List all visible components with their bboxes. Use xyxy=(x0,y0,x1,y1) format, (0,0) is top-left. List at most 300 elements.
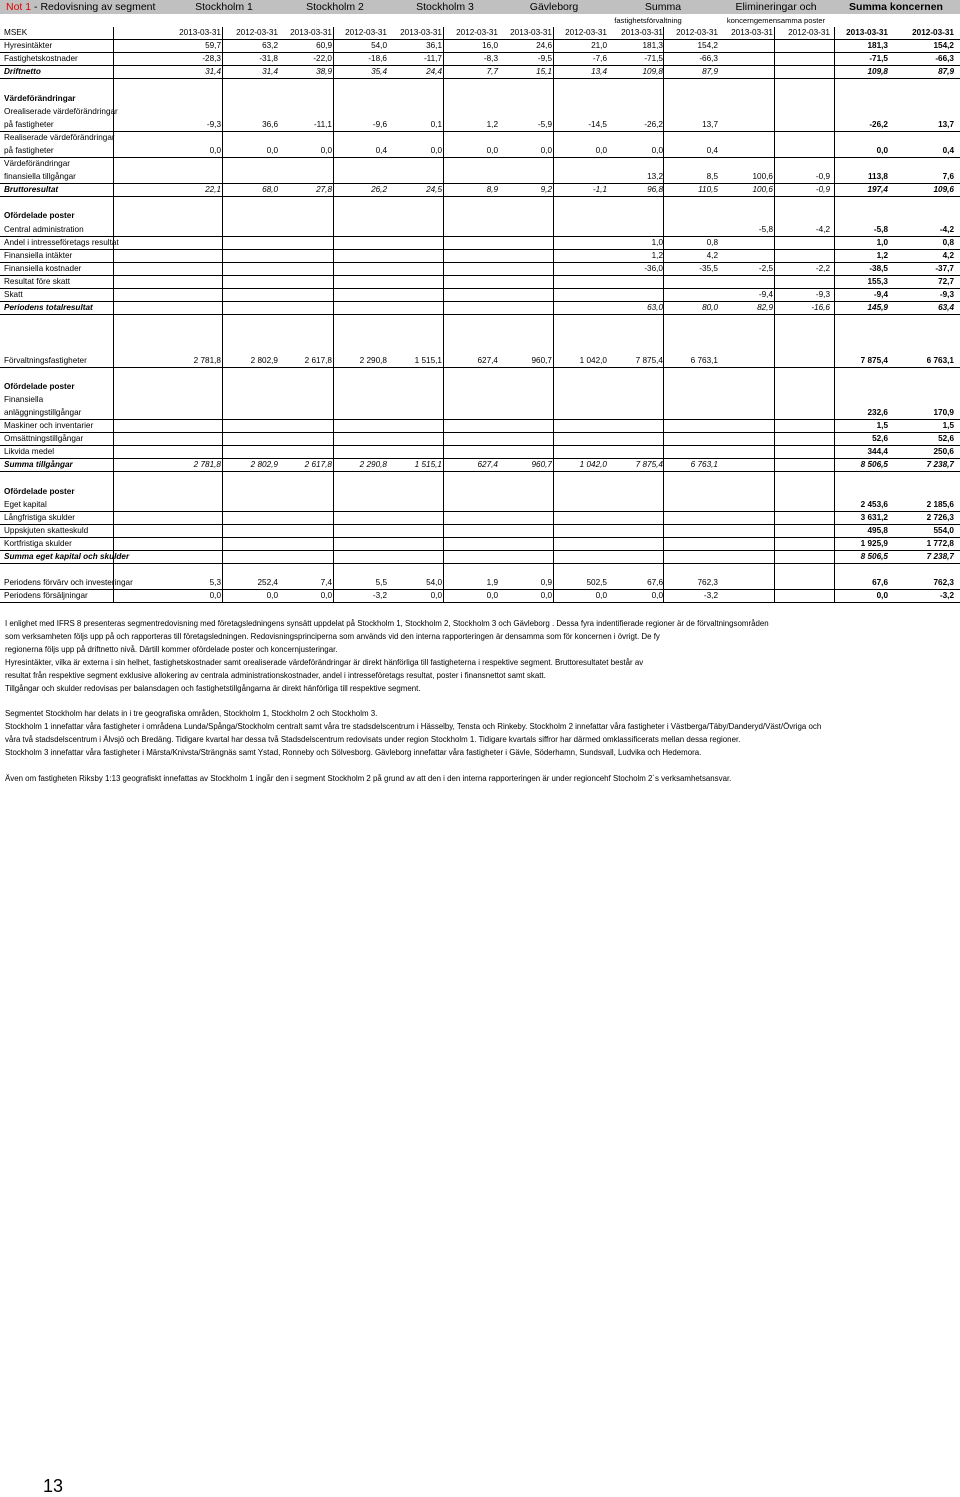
table-row xyxy=(0,538,960,551)
table-cell: 100,6 xyxy=(752,172,773,182)
table-cell: 5,5 xyxy=(375,578,387,588)
row-label: Eget kapital xyxy=(4,499,47,509)
table-cell: 2012-03-31 xyxy=(788,28,830,37)
table-cell: -14,5 xyxy=(588,119,607,129)
column-separator xyxy=(113,27,114,603)
row-label: finansiella tillgångar xyxy=(4,172,76,182)
table-cell: -4,2 xyxy=(815,224,830,234)
table-cell: 7 875,4 xyxy=(635,460,663,470)
table-cell: 2 617,8 xyxy=(304,460,332,470)
table-cell: 13,4 xyxy=(591,67,607,77)
table-cell: -0,9 xyxy=(815,172,830,182)
row-label: Orealiserade värdeförändringar xyxy=(4,106,118,116)
table-cell: 22,1 xyxy=(205,185,221,195)
table-row xyxy=(0,499,960,512)
table-cell: 1,0 xyxy=(651,237,663,247)
table-cell: 67,6 xyxy=(872,578,888,588)
col-header-stockholm3: Stockholm 3 xyxy=(416,1,474,13)
table-cell: 54,0 xyxy=(371,41,387,51)
note-paragraph: Även om fastigheten Riksby 1:13 geografiskt innefattas av Stockholm 1 ingår den i segment Stockholm 2 på grund av att den i den interna rapporteringen är under regioncehf Stocholm 2´s verksamhetsansvar. xyxy=(5,774,732,784)
table-cell: -3,2 xyxy=(703,591,718,601)
column-separator xyxy=(222,27,223,603)
table-cell: 110,5 xyxy=(698,185,718,195)
note-paragraph: Tillgångar och skulder redovisas per balansdagen och fastighetstillgångarna är direkt hänförliga till respektive segment. xyxy=(5,683,421,693)
table-row xyxy=(0,407,960,420)
table-row xyxy=(0,184,960,197)
table-row xyxy=(0,224,960,237)
table-cell: 2012-03-31 xyxy=(345,28,387,37)
row-label: Periodens försäljningar xyxy=(4,591,88,601)
table-cell: 2013-03-31 xyxy=(290,28,332,37)
table-row xyxy=(0,237,960,250)
table-cell: 24,4 xyxy=(426,67,442,77)
note-title xyxy=(6,1,155,13)
row-label: Ofördelade poster xyxy=(4,211,75,221)
table-cell: 627,4 xyxy=(477,355,498,365)
table-row xyxy=(0,355,960,368)
table-cell: 13,7 xyxy=(938,119,954,129)
table-header xyxy=(0,0,960,14)
table-cell: 26,2 xyxy=(371,185,387,195)
row-label: Ofördelade poster xyxy=(4,381,75,391)
table-cell: 250,6 xyxy=(933,447,954,457)
note-paragraph: Hyresintäkter, vilka är externa i sin helhet, fastighetskostnader samt orealiserade värdeförändringar är direkt hänförliga till fastigheterna i respektive segment. Bruttoresultatet består av xyxy=(5,657,644,667)
row-label: MSEK xyxy=(4,28,28,37)
table-cell: 8,9 xyxy=(486,185,498,195)
table-cell: 0,4 xyxy=(375,145,387,155)
table-cell: 2 290,8 xyxy=(359,460,387,470)
table-row xyxy=(0,79,960,92)
table-cell: 1 925,9 xyxy=(860,538,888,548)
table-row xyxy=(0,171,960,184)
table-cell: 2013-03-31 xyxy=(621,28,663,37)
row-label: Fastighetskostnader xyxy=(4,54,78,64)
table-cell: 0,0 xyxy=(430,591,442,601)
table-row xyxy=(0,197,960,210)
table-cell: -3,2 xyxy=(372,591,387,601)
table-cell: 7 238,7 xyxy=(926,552,954,561)
row-label: Finansiella kostnader xyxy=(4,263,82,273)
table-cell: 100,6 xyxy=(752,185,773,195)
table-cell: 170,9 xyxy=(933,407,954,417)
table-row xyxy=(0,93,960,106)
table-cell: 59,7 xyxy=(205,41,221,51)
row-label: på fastigheter xyxy=(4,145,54,155)
row-label: Maskiner och inventarier xyxy=(4,421,94,430)
table-cell: 762,3 xyxy=(697,578,718,588)
column-separator xyxy=(774,27,775,603)
col-header-gavleborg: Gävleborg xyxy=(529,1,579,13)
note-paragraph: I enlighet med IFRS 8 presenteras segmentredovisning med företagsledningens synsätt uppdelat på Stockholm 1, Stockholm 2, Stockholm 3 och Gävleborg . Dessa fyra indentifierade regioner är de förvaltningsområden xyxy=(5,619,769,628)
table-cell: -16,6 xyxy=(811,303,830,313)
row-label: Realiserade värdeförändringar xyxy=(4,132,115,142)
table-cell: 181,3 xyxy=(867,41,888,51)
table-cell: 2013-03-31 xyxy=(179,28,221,37)
table-cell: -26,2 xyxy=(644,119,663,129)
table-row xyxy=(0,132,960,145)
table-cell: 27,8 xyxy=(316,185,332,195)
row-label: Periodens förvärv och investeringar xyxy=(4,578,133,588)
table-cell: 1 042,0 xyxy=(579,460,607,470)
table-cell: 154,2 xyxy=(697,41,718,51)
table-row xyxy=(0,210,960,223)
table-cell: -9,4 xyxy=(873,290,888,299)
table-cell: 2 781,8 xyxy=(193,460,221,470)
table-cell: 60,9 xyxy=(316,41,332,51)
table-row xyxy=(0,263,960,276)
table-cell: 24,6 xyxy=(536,41,552,51)
row-label: Omsättningstillgångar xyxy=(4,434,84,444)
table-cell: 0,9 xyxy=(540,578,552,588)
table-cell: 15,1 xyxy=(536,67,552,77)
table-cell: 54,0 xyxy=(426,578,442,588)
table-cell: -7,6 xyxy=(592,54,607,64)
table-cell: -2,5 xyxy=(758,263,773,273)
table-cell: 0,0 xyxy=(595,145,607,155)
page-number: 13 xyxy=(43,1476,64,1496)
col-header-summa: Summa xyxy=(644,1,682,13)
note-paragraph: Stockholm 3 innefattar våra fastigheter i Märsta/Knivsta/Strängnäs samt Ystad, Ronneby och Sölvesborg. Gävleborg innefattar våra fastigheter i Gävle, Söderhamn, Sundsvall, Ludvika och Hedemora. xyxy=(5,748,702,758)
table-cell: 2012-03-31 xyxy=(456,28,498,37)
table-cell: 6 763,1 xyxy=(926,355,954,365)
table-cell: 2 453,6 xyxy=(860,499,888,509)
table-cell: 960,7 xyxy=(531,460,552,470)
column-separator xyxy=(553,27,554,603)
table-cell: 0,4 xyxy=(706,145,718,155)
table-cell: 8,5 xyxy=(706,172,718,182)
row-label: Finansiella xyxy=(4,394,44,404)
table-cell: -38,5 xyxy=(869,263,888,273)
table-cell: 72,7 xyxy=(938,276,954,286)
table-cell: 8 506,5 xyxy=(860,460,888,470)
table-cell: 0,8 xyxy=(706,237,718,247)
table-cell: -9,4 xyxy=(758,290,773,299)
table-cell: -0,9 xyxy=(815,185,830,195)
col-header-elimineringar: Elimineringar och xyxy=(735,1,817,13)
table-cell: 63,2 xyxy=(262,41,278,51)
table-cell: 145,9 xyxy=(867,303,888,313)
table-cell: -28,3 xyxy=(202,54,221,64)
row-label: Förvaltningsfastigheter xyxy=(4,355,87,365)
column-separator xyxy=(443,27,444,603)
table-cell: 2 617,8 xyxy=(304,355,332,365)
table-cell: 960,7 xyxy=(531,355,552,365)
table-cell: 87,9 xyxy=(702,67,718,77)
table-cell: 1,2 xyxy=(486,119,498,129)
table-cell: -26,2 xyxy=(869,119,888,129)
table-cell: 2013-03-31 xyxy=(846,28,888,37)
table-row xyxy=(0,328,960,341)
table-row xyxy=(0,315,960,328)
table-row xyxy=(0,289,960,302)
table-cell: 7,4 xyxy=(320,578,332,588)
table-cell: -9,3 xyxy=(206,119,221,129)
table-cell: -31,8 xyxy=(259,54,278,64)
table-row xyxy=(0,459,960,472)
table-cell: 2 802,9 xyxy=(250,355,278,365)
table-cell: 1,2 xyxy=(876,250,888,260)
table-cell: -35,5 xyxy=(699,263,718,273)
col-header-stockholm2: Stockholm 2 xyxy=(306,1,364,13)
table-cell: 63,4 xyxy=(938,303,954,313)
table-cell: -9,6 xyxy=(372,119,387,129)
table-cell: -71,5 xyxy=(644,54,663,64)
table-cell: 2012-03-31 xyxy=(565,28,607,37)
table-cell: 80,0 xyxy=(702,303,718,313)
note-paragraph: våra två stadsdelscentrum i Älvsjö och Bredäng. Tidigare kvartal har dessa två Stadsdelscentrum redovisats under region Stockholm 1. Tidigare kvartals siffror har därmed omklassificerats mellan dessa regioner. xyxy=(5,735,741,745)
table-cell: 0,0 xyxy=(266,591,278,601)
table-cell: 0,4 xyxy=(942,145,954,155)
col-header-stockholm1: Stockholm 1 xyxy=(195,1,253,13)
table-cell: 627,4 xyxy=(477,460,498,470)
row-label: anläggningstillgångar xyxy=(4,407,82,417)
table-cell: 35,4 xyxy=(371,67,387,77)
table-cell: 4,2 xyxy=(942,250,954,260)
table-cell: -66,3 xyxy=(699,54,718,64)
table-cell: 154,2 xyxy=(933,41,954,51)
table-cell: -5,8 xyxy=(758,224,773,234)
table-cell: 0,0 xyxy=(876,145,888,155)
table-row xyxy=(0,40,960,53)
table-cell: 252,4 xyxy=(257,578,278,588)
table-cell: -66,3 xyxy=(935,54,954,64)
table-row xyxy=(0,420,960,433)
table-cell: 31,4 xyxy=(205,67,221,77)
row-label: Summa eget kapital och skulder xyxy=(4,552,130,561)
row-label: Finansiella intäkter xyxy=(4,250,73,260)
table-cell: 67,6 xyxy=(647,578,663,588)
col-header-summa-koncernen: Summa koncernen xyxy=(849,1,943,13)
table-cell: 0,0 xyxy=(486,591,498,601)
table-row xyxy=(0,158,960,171)
table-cell: 0,0 xyxy=(320,145,332,155)
table-row xyxy=(0,368,960,381)
row-label: Kortfristiga skulder xyxy=(4,538,72,548)
table-cell: 13,2 xyxy=(647,172,663,182)
table-row xyxy=(0,27,960,40)
table-cell: 2 781,8 xyxy=(193,355,221,365)
table-row xyxy=(0,381,960,394)
table-cell: 7,6 xyxy=(942,172,954,182)
table-cell: -11,1 xyxy=(313,119,332,129)
table-cell: -3,2 xyxy=(939,591,954,601)
table-row xyxy=(0,433,960,446)
note-paragraph: som verksamheten följs upp på och rapporteras till företagsledningen. Redovisningsprinciperna som används vid den interna rapporteringen är densamma som för koncernen i övrigt. De fy xyxy=(5,631,660,641)
table-row xyxy=(0,577,960,590)
table-cell: 16,0 xyxy=(482,41,498,51)
table-row xyxy=(0,486,960,499)
table-cell: 52,6 xyxy=(872,434,888,444)
table-cell: 554,0 xyxy=(933,525,954,535)
table-cell: 1,5 xyxy=(876,421,888,430)
table-cell: 0,1 xyxy=(430,119,442,129)
row-label: Summa tillgångar xyxy=(4,460,73,470)
table-row xyxy=(0,53,960,66)
table-cell: 4,2 xyxy=(706,250,718,260)
row-label: Periodens totalresultat xyxy=(4,303,93,313)
table-row xyxy=(0,551,960,564)
table-cell: 36,6 xyxy=(262,119,278,129)
table-cell: 197,4 xyxy=(867,185,888,195)
table-cell: 96,8 xyxy=(647,185,663,195)
table-cell: -5,9 xyxy=(537,119,552,129)
row-label: Värdeförändringar xyxy=(4,159,70,168)
table-cell: 109,8 xyxy=(867,67,888,77)
table-row xyxy=(0,106,960,119)
table-cell: 2 290,8 xyxy=(359,355,387,365)
table-cell: 1,2 xyxy=(651,250,663,260)
table-cell: -4,2 xyxy=(939,224,954,234)
table-cell: 2012-03-31 xyxy=(676,28,718,37)
table-cell: 1,5 xyxy=(942,421,954,430)
table-cell: 0,0 xyxy=(595,591,607,601)
table-cell: 8 506,5 xyxy=(860,552,888,561)
table-cell: -2,2 xyxy=(815,263,830,273)
table-cell: 0,0 xyxy=(320,591,332,601)
table-cell: 0,0 xyxy=(266,145,278,155)
table-cell: 1 515,1 xyxy=(414,355,442,365)
table-cell: 7 238,7 xyxy=(926,460,954,470)
note-paragraph: Stockholm 1 innefattar våra fastigheter i områdena Lunda/Spånga/Stockholm centralt samt våra tre stadsdelscentrum i Hässelby, Tensta och Rinkeby. Stockholm 2 innefattar våra fastigheter i Västberga/Täby/Danderyd/Väst/Övriga och xyxy=(5,722,822,732)
table-cell: 7 875,4 xyxy=(860,355,888,365)
table-cell: 0,0 xyxy=(209,591,221,601)
table-cell: 0,0 xyxy=(540,591,552,601)
table-row xyxy=(0,66,960,79)
col-subheader-elimineringar: koncerngemensamma poster xyxy=(726,16,826,25)
table-cell: 181,3 xyxy=(642,41,663,51)
row-label: Andel i intresseföretags resultat xyxy=(4,237,119,247)
table-cell: -9,3 xyxy=(815,290,830,299)
table-cell: 762,3 xyxy=(933,578,954,588)
table-cell: 113,8 xyxy=(867,172,888,182)
table-cell: 9,2 xyxy=(540,185,552,195)
table-cell: -36,0 xyxy=(644,263,663,273)
table-cell: -5,8 xyxy=(873,224,888,234)
table-cell: 0,0 xyxy=(486,145,498,155)
table-cell: 2 802,9 xyxy=(250,460,278,470)
table-row xyxy=(0,276,960,289)
row-label: Ofördelade poster xyxy=(4,486,75,496)
table-cell: 109,8 xyxy=(642,67,663,77)
table-cell: 2013-03-31 xyxy=(731,28,773,37)
table-cell: 2012-03-31 xyxy=(236,28,278,37)
note-paragraph: resultat från respektive segment exklusive allokering av centrala administrationskostnader, andel i intresseföretags resultat, poster i finansnettot samt skatt. xyxy=(5,670,546,680)
table-cell: 2013-03-31 xyxy=(400,28,442,37)
col-subheader-summa: fastighetsförvaltning xyxy=(614,16,682,25)
table-cell: 68,0 xyxy=(262,185,278,195)
table-row xyxy=(0,250,960,263)
table-cell: 1,0 xyxy=(876,237,888,247)
table-row xyxy=(0,145,960,158)
note-title-text: - Redovisning av segment xyxy=(31,1,156,13)
row-label: Driftnetto xyxy=(4,67,41,77)
table-cell: 5,3 xyxy=(209,578,221,588)
row-label: Hyresintäkter xyxy=(4,41,53,51)
table-cell: 0,0 xyxy=(430,145,442,155)
row-label: Bruttoresultat xyxy=(4,185,59,195)
table-cell: 82,9 xyxy=(757,303,773,313)
table-cell: 0,0 xyxy=(651,145,663,155)
table-row xyxy=(0,564,960,577)
table-row xyxy=(0,119,960,132)
row-label: Skatt xyxy=(4,290,23,299)
table-cell: -8,3 xyxy=(483,54,498,64)
table-row xyxy=(0,512,960,525)
table-cell: 0,0 xyxy=(651,591,663,601)
table-cell: 2 185,6 xyxy=(926,499,954,509)
table-row xyxy=(0,302,960,315)
table-cell: -9,3 xyxy=(939,290,954,299)
table-cell: 31,4 xyxy=(262,67,278,77)
note-paragraph: Segmentet Stockholm har delats in i tre geografiska områden, Stockholm 1, Stockholm 2 och Stockholm 3. xyxy=(5,709,378,719)
table-cell: 0,0 xyxy=(876,591,888,601)
table-cell: 1 772,8 xyxy=(926,538,954,548)
table-cell: 6 763,1 xyxy=(690,355,718,365)
table-cell: 2013-03-31 xyxy=(510,28,552,37)
row-label: Långfristiga skulder xyxy=(4,512,75,522)
table-cell: 87,9 xyxy=(938,67,954,77)
note-paragraph: regionerna följs upp på driftnetto nivå. Därtill kommer ofördelade poster och koncernjusteringar. xyxy=(5,644,338,654)
table-cell: 232,6 xyxy=(867,407,888,417)
notes-section xyxy=(5,618,955,786)
table-row xyxy=(0,590,960,603)
row-label: Central administration xyxy=(4,224,84,234)
table-cell: -1,1 xyxy=(592,185,607,195)
table-cell: 3 631,2 xyxy=(860,512,888,522)
row-label: på fastigheter xyxy=(4,119,54,129)
table-row xyxy=(0,446,960,459)
table-cell: 155,3 xyxy=(867,276,888,286)
table-row xyxy=(0,341,960,354)
table-cell: 7 875,4 xyxy=(635,355,663,365)
table-cell: 109,6 xyxy=(933,185,954,195)
table-cell: 344,4 xyxy=(867,447,888,457)
table-cell: 0,0 xyxy=(540,145,552,155)
table-cell: 2012-03-31 xyxy=(912,28,954,37)
table-cell: -37,7 xyxy=(935,263,954,273)
note-number: Not 1 xyxy=(6,1,32,13)
table-cell: 38,9 xyxy=(316,67,332,77)
table-cell: 0,8 xyxy=(942,237,954,247)
column-separator xyxy=(663,27,664,603)
table-cell: 21,0 xyxy=(591,41,607,51)
table-cell: 7,7 xyxy=(486,67,498,77)
table-cell: 502,5 xyxy=(586,578,607,588)
column-separator xyxy=(333,27,334,603)
row-label: Likvida medel xyxy=(4,447,55,457)
table-row xyxy=(0,394,960,407)
row-label: Värdeförändringar xyxy=(4,93,76,103)
table-cell: -22,0 xyxy=(313,54,332,64)
table-cell: 13,7 xyxy=(702,119,718,129)
table-cell: 52,6 xyxy=(938,434,954,444)
table-cell: 6 763,1 xyxy=(690,460,718,470)
table-cell: 63,0 xyxy=(647,303,663,313)
table-cell: 36,1 xyxy=(426,41,442,51)
table-cell: -71,5 xyxy=(869,54,888,64)
table-cell: 495,8 xyxy=(867,525,888,535)
table-cell: 0,0 xyxy=(209,145,221,155)
row-label: Resultat före skatt xyxy=(4,276,70,286)
table-cell: 24,5 xyxy=(426,185,442,195)
table-cell: -9,5 xyxy=(537,54,552,64)
table-cell: -11,7 xyxy=(423,54,442,64)
table-cell: -18,6 xyxy=(368,54,387,64)
table-row xyxy=(0,472,960,485)
table-cell: 1 042,0 xyxy=(579,355,607,365)
table-cell: 2 726,3 xyxy=(926,512,954,522)
row-label: Uppskjuten skatteskuld xyxy=(4,525,89,535)
